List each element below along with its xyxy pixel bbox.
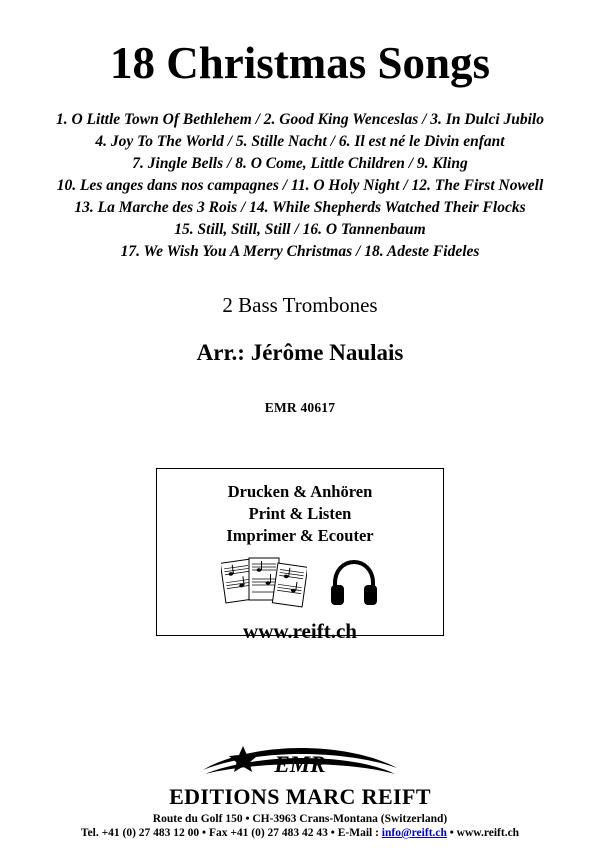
song-list-line: 1. O Little Town Of Bethlehem / 2. Good King Wenceslas / 3. In Dulci Jubilo — [55, 111, 544, 129]
publisher-name: EDITIONS MARC REIFT — [169, 784, 431, 809]
promo-box — [156, 468, 444, 643]
page-title: 18 Christmas Songs — [109, 38, 491, 88]
song-list-line: 15. Still, Still, Still / 16. O Tannenbaum — [174, 221, 426, 239]
instrumentation: 2 Bass Trombones — [222, 293, 378, 318]
emr-logo-icon — [195, 740, 405, 786]
song-list-line: 7. Jingle Bells / 8. O Come, Little Children / 9. Kling — [132, 155, 468, 173]
promo-line-de: Drucken & Anhören — [227, 482, 373, 502]
sheet-music-icon — [221, 553, 307, 611]
promo-line-fr: Imprimer & Ecouter — [226, 525, 374, 545]
song-list-line: 17. We Wish You A Merry Christmas / 18. Adeste Fideles — [120, 243, 480, 261]
song-list — [30, 109, 570, 263]
song-list-line: 4. Joy To The World / 5. Stille Nacht / 6. Il est né le Divin enfant — [95, 133, 505, 151]
publisher-address: Route du Golf 150 • CH-3963 Crans-Montana (Switzerland) — [152, 813, 448, 825]
contact-website: • www.reift.ch — [446, 827, 520, 839]
email-link[interactable]: info@reift.ch — [381, 827, 447, 839]
song-list-line: 10. Les anges dans nos campagnes / 11. O Holy Night / 12. The First Nowell — [56, 177, 544, 195]
catalog-number: EMR 40617 — [264, 400, 336, 416]
promo-line-en: Print & Listen — [248, 504, 352, 524]
svg-text:EMR: EMR — [274, 752, 326, 777]
song-list-line: 13. La Marche des 3 Rois / 14. While Shepherds Watched Their Flocks — [74, 199, 526, 217]
page-footer — [0, 740, 600, 839]
publisher-contact — [81, 827, 519, 839]
promo-icons — [221, 553, 379, 611]
contact-phone-fax: Tel. +41 (0) 27 483 12 00 • Fax +41 (0) 27 483 42 43 • E-Mail : — [80, 827, 382, 839]
arranger: Arr.: Jérôme Naulais — [196, 340, 404, 366]
headphones-icon — [329, 557, 379, 607]
promo-url[interactable]: www.reift.ch — [243, 618, 357, 643]
